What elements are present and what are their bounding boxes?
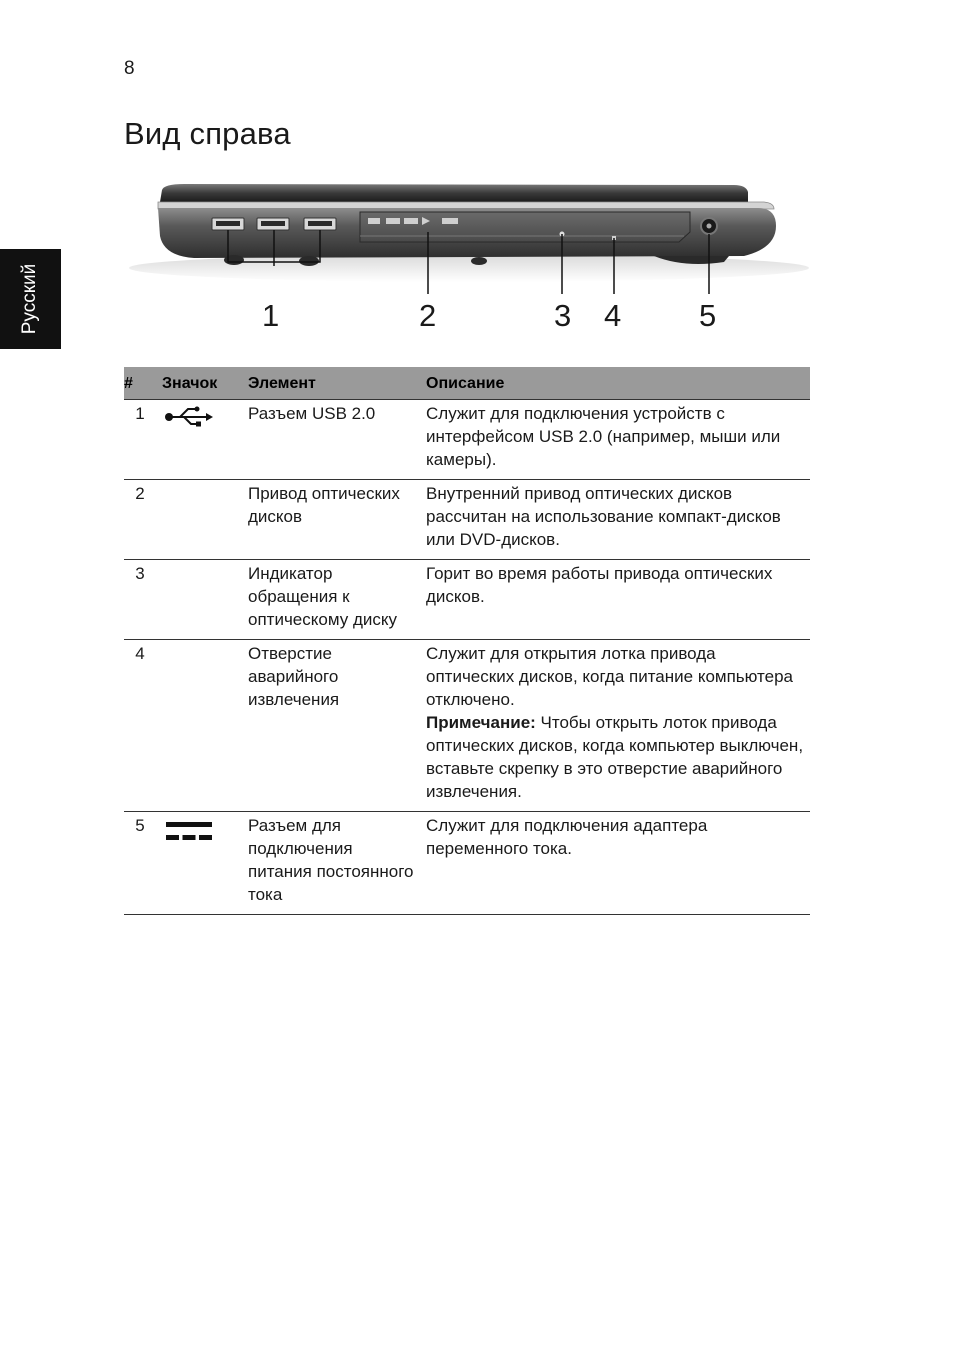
laptop-lid xyxy=(160,184,748,202)
row-description xyxy=(420,400,810,480)
header-description: Описание xyxy=(420,367,810,400)
note-label: Примечание: xyxy=(426,713,536,732)
header-icon: Значок xyxy=(156,367,242,400)
row-icon-cell xyxy=(156,640,242,812)
language-side-tab-label: Русский xyxy=(19,263,40,335)
note-text: Чтобы открыть лоток привода оптических дисков, когда компьютер выключен, вставьте скрепку в это отверстие аварийного извлечения. xyxy=(426,713,804,801)
row-icon-cell xyxy=(156,812,242,915)
row-description-text: Внутренний привод оптических дисков рассчитан на использование компакт-дисков или DVD-дисков. xyxy=(426,484,781,549)
table-row xyxy=(124,560,810,640)
row-number: 2 xyxy=(124,480,156,560)
optical-drive xyxy=(360,212,690,242)
row-number: 3 xyxy=(124,560,156,640)
row-element: Разъем для подключения питания постоянного тока xyxy=(242,812,420,915)
table-row xyxy=(124,640,810,812)
row-element: Отверстие аварийного извлечения xyxy=(242,640,420,812)
foot-mid-left xyxy=(299,256,319,266)
row-number: 4 xyxy=(124,640,156,812)
row-element: Индикатор обращения к оптическому диску xyxy=(242,560,420,640)
row-description-text: Служит для открытия лотка привода оптических дисков, когда питание компьютера отключено. xyxy=(426,644,793,709)
row-description xyxy=(420,812,810,915)
row-description xyxy=(420,480,810,560)
dc-power-icon xyxy=(162,816,214,846)
row-description xyxy=(420,560,810,640)
row-icon-cell xyxy=(156,480,242,560)
components-table xyxy=(124,367,810,915)
laptop-right-side-illustration xyxy=(124,176,814,336)
dc-in-jack xyxy=(701,218,717,234)
row-element: Разъем USB 2.0 xyxy=(242,400,420,480)
table-header-row xyxy=(124,367,810,400)
callout-5: 5 xyxy=(699,298,717,333)
language-side-tab xyxy=(0,249,61,349)
usb-icon xyxy=(162,404,214,430)
foot-mid xyxy=(471,257,487,265)
callout-4: 4 xyxy=(604,298,622,333)
row-description xyxy=(420,640,810,812)
page-title: Вид справа xyxy=(124,116,291,151)
row-description-text: Служит для подключения устройств с интерфейсом USB 2.0 (например, мыши или камеры). xyxy=(426,404,781,469)
trim-line xyxy=(158,202,774,209)
row-note xyxy=(426,711,804,803)
callout-2: 2 xyxy=(419,298,437,333)
page-number: 8 xyxy=(124,58,135,79)
callout-3: 3 xyxy=(554,298,572,333)
row-icon-cell xyxy=(156,560,242,640)
table-row xyxy=(124,480,810,560)
row-number: 5 xyxy=(124,812,156,915)
row-description-text: Горит во время работы привода оптических дисков. xyxy=(426,564,773,606)
table-row xyxy=(124,400,810,480)
table-row xyxy=(124,812,810,915)
header-element: Элемент xyxy=(242,367,420,400)
row-description-text: Служит для подключения адаптера переменного тока. xyxy=(426,816,708,858)
row-element: Привод оптических дисков xyxy=(242,480,420,560)
foot-left xyxy=(224,255,244,265)
header-number: # xyxy=(124,367,156,400)
row-icon-cell xyxy=(156,400,242,480)
callout-1: 1 xyxy=(262,298,280,333)
row-number: 1 xyxy=(124,400,156,480)
